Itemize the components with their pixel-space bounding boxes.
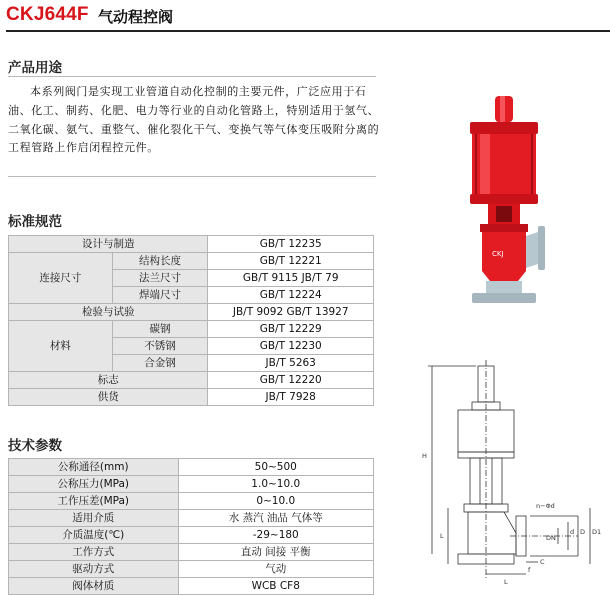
side-outlet [526, 232, 538, 268]
table-row [9, 236, 374, 253]
table-row [9, 372, 374, 389]
cell-group-label: 材料 [9, 321, 113, 372]
cell-label: 介质温度(℃) [9, 527, 179, 544]
valve-body-lower [486, 281, 522, 293]
table-row [9, 561, 374, 578]
actuator-cap [470, 122, 538, 134]
label-d: D [580, 528, 586, 536]
cell-value: 气动 [178, 561, 374, 578]
cell-label: 公称通径(mm) [9, 459, 179, 476]
yoke-window [496, 206, 512, 222]
cell-value: 水 蒸汽 油品 气体等 [178, 510, 374, 527]
label-n-d: n−Φd [536, 502, 555, 510]
cell-label: 碳钢 [112, 321, 208, 338]
table-row [9, 304, 374, 321]
cell-group-label: 连接尺寸 [9, 253, 113, 304]
cell-value: JB/T 7928 [208, 389, 374, 406]
cell-label: 标志 [9, 372, 208, 389]
table-row [9, 476, 374, 493]
cell-value: 1.0~10.0 [178, 476, 374, 493]
cell-label: 结构长度 [112, 253, 208, 270]
table-row [9, 544, 374, 561]
usage-rule [8, 76, 376, 77]
cell-value: WCB CF8 [178, 578, 374, 595]
stem-highlight [500, 96, 505, 122]
cell-value: GB/T 12229 [208, 321, 374, 338]
table-row [9, 321, 374, 338]
side-flange [538, 226, 545, 270]
cell-label: 不锈钢 [112, 338, 208, 355]
label-h: H [422, 452, 427, 460]
cell-value: 0~10.0 [178, 493, 374, 510]
cell-value: -29~180 [178, 527, 374, 544]
cell-label: 工作压差(MPa) [9, 493, 179, 510]
title-rule [6, 30, 610, 32]
product-model: CKJ644F [6, 4, 89, 25]
cell-label: 法兰尺寸 [112, 270, 208, 287]
valve-body-upper [482, 232, 526, 281]
body-logo-text: CKJ [492, 250, 504, 258]
cell-value: GB/T 12230 [208, 338, 374, 355]
label-c: C [540, 558, 545, 566]
table-row [9, 459, 374, 476]
cell-label: 合金钢 [112, 355, 208, 372]
table-row [9, 253, 374, 270]
label-f: f [528, 566, 531, 574]
usage-bottom-rule [8, 176, 376, 177]
tech-table [8, 458, 374, 595]
cell-label: 公称压力(MPa) [9, 476, 179, 493]
label-d-small: d [570, 528, 575, 536]
cell-value: GB/T 12235 [208, 236, 374, 253]
usage-heading: 产品用途 [8, 60, 62, 76]
table-row [9, 527, 374, 544]
dimension-drawing [418, 358, 608, 588]
cell-label: 适用介质 [9, 510, 179, 527]
label-l-left: L [440, 532, 444, 540]
cell-value: GB/T 12224 [208, 287, 374, 304]
drawing-body [468, 512, 516, 554]
table-row [9, 389, 374, 406]
label-dn: DN [546, 534, 556, 542]
cell-label: 供货 [9, 389, 208, 406]
cell-value: GB/T 12221 [208, 253, 374, 270]
bonnet-flange [480, 224, 528, 232]
cell-value: 直动 间接 平衡 [178, 544, 374, 561]
actuator-base [470, 194, 538, 204]
table-row [9, 510, 374, 527]
cell-label: 阀体材质 [9, 578, 179, 595]
standards-heading: 标准规范 [8, 214, 62, 230]
cell-label: 检验与试验 [9, 304, 208, 321]
label-l-bottom: L [504, 578, 508, 586]
label-d1: D1 [592, 528, 602, 536]
cell-label: 焊端尺寸 [112, 287, 208, 304]
valve-photo [462, 96, 546, 306]
cell-label: 工作方式 [9, 544, 179, 561]
standards-table [8, 235, 374, 406]
cell-value: GB/T 9115 JB/T 79 [208, 270, 374, 287]
tech-heading: 技术参数 [8, 438, 62, 454]
cell-label: 设计与制造 [9, 236, 208, 253]
usage-text: 本系列阀门是实现工业管道自动化控制的主要元件，广泛应用于石油、化工、制药、化肥、电力等行业的自动化管路上，特别适用于氢气、二氧化碳、氨气、重整气、催化裂化干气、变换气等气体变压吸附分离的工程管路上作启闭程控元件。 [8, 85, 380, 155]
cell-label: 驱动方式 [9, 561, 179, 578]
bottom-flange [472, 293, 536, 303]
cylinder-highlight [480, 134, 490, 194]
cell-value: 50~500 [178, 459, 374, 476]
title-bar [6, 4, 604, 28]
cell-value: JB/T 5263 [208, 355, 374, 372]
table-row [9, 493, 374, 510]
cell-value: JB/T 9092 GB/T 13927 [208, 304, 374, 321]
product-name: 气动程控阀 [98, 8, 174, 26]
cell-value: GB/T 12220 [208, 372, 374, 389]
